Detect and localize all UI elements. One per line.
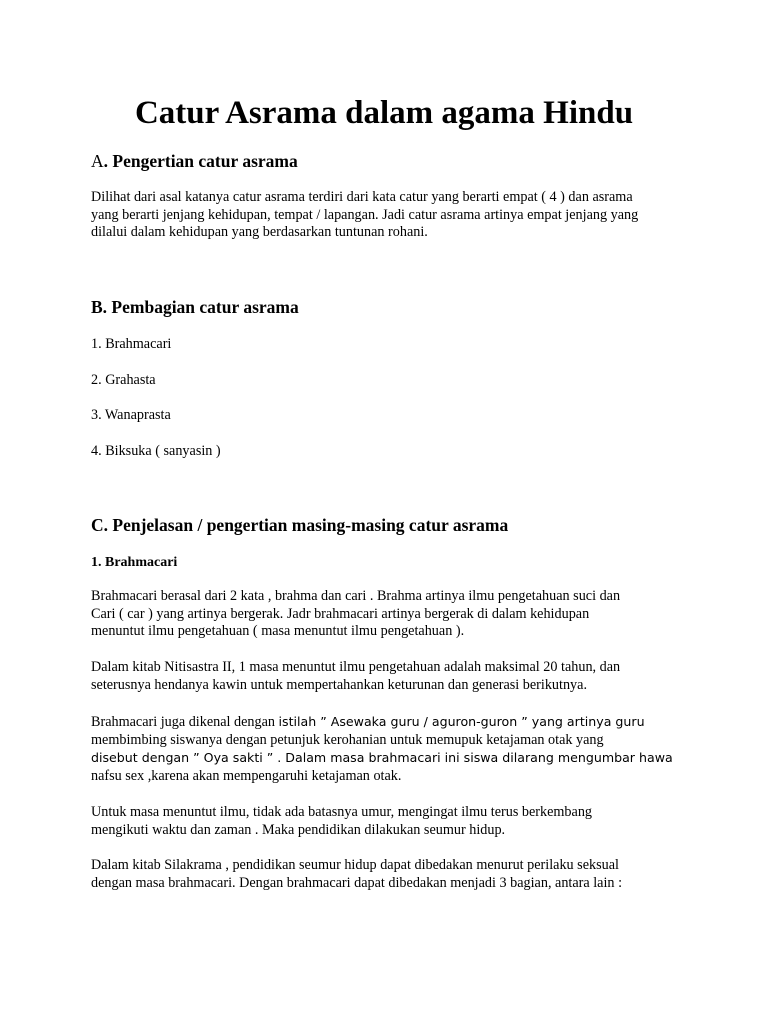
section-a-heading [91, 150, 298, 172]
section-c-heading: C. Penjelasan / pengertian masing-masing catur asrama [91, 515, 509, 535]
text-line: dilalui dalam kehidupan yang berdasarkan tuntunan rohani. [91, 224, 428, 241]
paragraph-brahmacari-definition [91, 588, 691, 641]
text-segment: Dalam masa brahmacari ini siswa dilarang mengumbar hawa [281, 750, 673, 766]
text-line: Dalam kitab Silakrama , pendidikan seumur hidup dapat dibedakan menurut perilaku seksual [91, 857, 619, 873]
section-c-subheading: 1. Brahmacari [91, 555, 178, 570]
text-line: Dalam kitab Nitisastra II, 1 masa menuntut ilmu pengetahuan adalah maksimal 20 tahun, dan [91, 659, 621, 675]
list-item: 2. Grahasta [91, 372, 156, 388]
text-segment: Brahmacari juga dikenal dengan [91, 714, 279, 730]
paragraph-silakrama [91, 857, 691, 892]
paragraph-asewaka-guru [91, 713, 691, 785]
text-line: yang berarti jenjang kehidupan, tempat / lapangan. Jadi catur asrama artinya empat jenjang yang [91, 206, 639, 223]
paragraph-seumur-hidup [91, 804, 691, 839]
paragraph-nitisastra [91, 659, 691, 694]
text-segment: istilah ” Asewaka guru / aguron-guron ” yang artinya guru [278, 714, 645, 729]
section-a-title: . Pengertian catur asrama [103, 151, 298, 171]
text-line: Cari ( car ) yang artinya bergerak. Jadr brahmacari artinya bergerak di dalam kehidupan [91, 605, 590, 622]
text-line [91, 749, 691, 768]
text-line: nafsu sex ,karena akan mempengaruhi ketajaman otak. [91, 767, 402, 784]
section-a-letter: A [91, 151, 104, 171]
list-item: 1. Brahmacari [91, 336, 172, 352]
list-item: 4. Biksuka ( sanyasin ) [91, 443, 221, 459]
text-line: menuntut ilmu pengetahuan ( masa menuntut ilmu pengetahuan ). [91, 623, 465, 640]
text-line: seterusnya hendanya kawin untuk mempertahankan keturunan dan generasi berikutnya. [91, 676, 587, 693]
text-segment: disebut dengan ” Oya sakti ” . [91, 750, 282, 766]
text-line: mengikuti waktu dan zaman . Maka pendidikan dilakukan seumur hidup. [91, 821, 506, 838]
text-line: Brahmacari berasal dari 2 kata , brahma dan cari . Brahma artinya ilmu pengetahuan suci dan [91, 588, 621, 604]
section-a-paragraph [91, 189, 691, 242]
list-item: 3. Wanaprasta [91, 407, 171, 423]
page-title: Catur Asrama dalam agama Hindu [134, 95, 634, 131]
text-line: Dilihat dari asal katanya catur asrama terdiri dari kata catur yang berarti empat ( 4 ) dan asrama [91, 189, 633, 205]
text-line [91, 713, 691, 732]
text-line: membimbing siswanya dengan petunjuk kerohanian untuk memupuk ketajaman otak yang [91, 731, 604, 748]
text-line: Untuk masa menuntut ilmu, tidak ada batasnya umur, mengingat ilmu terus berkembang [91, 804, 593, 820]
section-b-heading: B. Pembagian catur asrama [91, 297, 299, 317]
text-line: dengan masa brahmacari. Dengan brahmacari dapat dibedakan menjadi 3 bagian, antara lain : [91, 874, 623, 891]
